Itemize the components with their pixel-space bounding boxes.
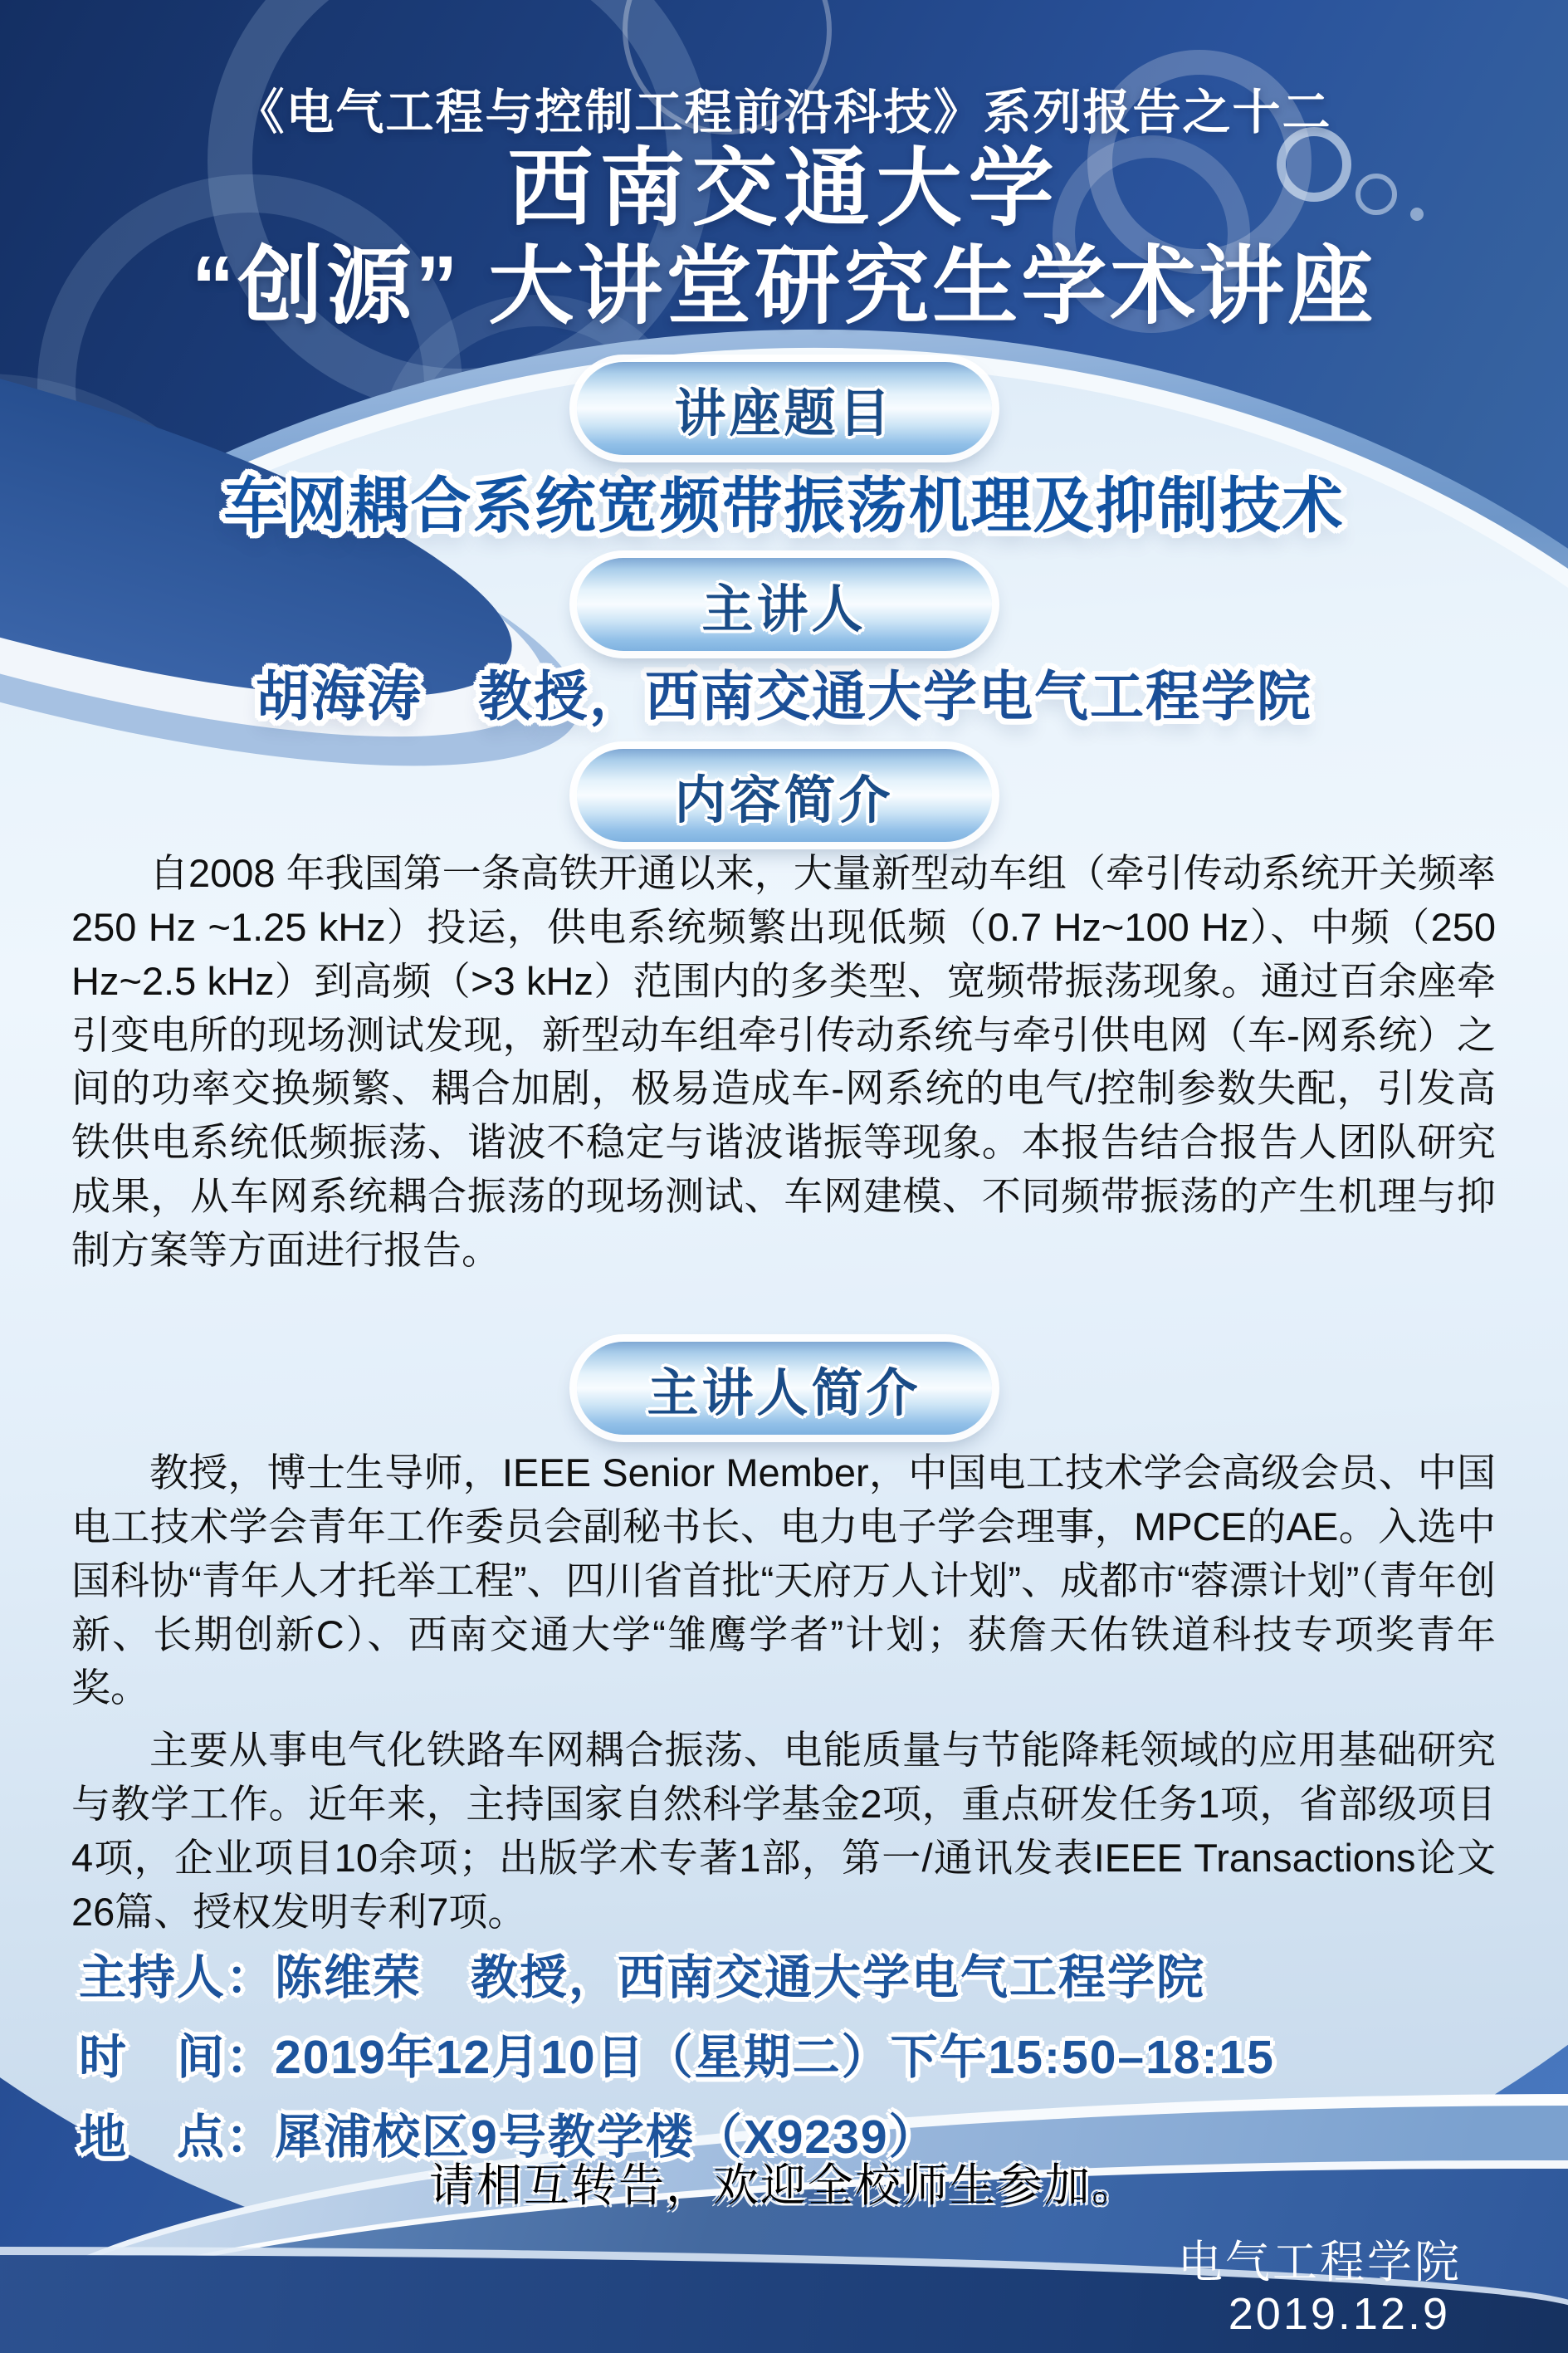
event-info-block (79, 1940, 1275, 2179)
university-title: 西南交通大学 (507, 140, 1061, 236)
badge-topic-label: 讲座题目 (674, 384, 894, 443)
badge-bio (577, 1342, 992, 1435)
badge-topic (577, 362, 992, 455)
info-line-venue: 地 点：犀浦校区9号教学楼（X9239） (79, 2111, 938, 2164)
series-title: 《电气工程与控制工程前沿科技》系列报告之十二 (236, 86, 1332, 139)
badge-abstract-label: 内容简介 (674, 771, 894, 829)
topic-title: 车网耦合系统宽频带振荡机理及抑制技术 (223, 472, 1345, 540)
signature-date: 2019.12.9 (1228, 2289, 1450, 2339)
notice-line: 请相互转告，欢迎全校师生参加。 (428, 2160, 1139, 2211)
badge-speaker-label: 主讲人 (701, 580, 867, 638)
event-title: “创源” 大讲堂研究生学术讲座 (191, 238, 1377, 334)
signature: 电气工程学院 (1178, 2238, 1462, 2287)
abstract-paragraph: 自2008 年我国第一条高铁开通以来，大量新型动车组（牵引传动系统开关频率250 Hz ~1.25 kHz）投运，供电系统频繁出现低频（0.7 Hz~100 Hz）、中频（250 Hz~2.5 kHz）到高频（>3 kHz）范围内的多类型、宽频带振荡现象。通过百余座牵引变电所的现场测试发现，新型动车组牵引传动系统与牵引供电网（车-网系统）之间的功率交换频繁、耦合加剧，极易造成车-网系统的电气/控制参数失配，引发高铁供电系统低频振荡、谐波不稳定与谐波谐振等现象。本报告结合报告人团队研究成果，从车网系统耦合振荡的现场测试、车网建模、不同频带振荡的产生机理与抑制方案等方面进行报告。 (71, 851, 1496, 1273)
bio-paragraph-2: 主要从事电气化铁路车网耦合振荡、电能质量与节能降耗领域的应用基础研究与教学工作。近年来，主持国家自然科学基金2项，重点研发任务1项，省部级项目4项，企业项目10余项；出版学术专著1部，第一/通讯发表IEEE Transactions论文26篇、授权发明专利7项。 (71, 1728, 1496, 1934)
info-line-host: 主持人：陈维荣 教授，西南交通大学电气工程学院 (79, 1951, 1205, 2004)
badge-speaker (577, 558, 992, 651)
info-line-time: 时 间：2019年12月10日（星期二）下午15:50–18:15 (79, 2031, 1275, 2084)
bio-paragraph-1: 教授，博士生导师，IEEE Senior Member，中国电工技术学会高级会员、中国电工技术学会青年工作委员会副秘书长、电力电子学会理事，MPCE的AE。入选中国科协“青年人才托举工程”、四川省首批“天府万人计划”、成都市“蓉漂计划”（青年创新、长期创新C）、西南交通大学“雏鹰学者”计划；获詹天佑铁道科技专项奖青年奖。 (71, 1450, 1496, 1710)
badge-bio-label: 主讲人简介 (647, 1364, 921, 1422)
badge-abstract (577, 749, 992, 842)
speaker-line: 胡海涛 教授，西南交通大学电气工程学院 (255, 666, 1312, 726)
